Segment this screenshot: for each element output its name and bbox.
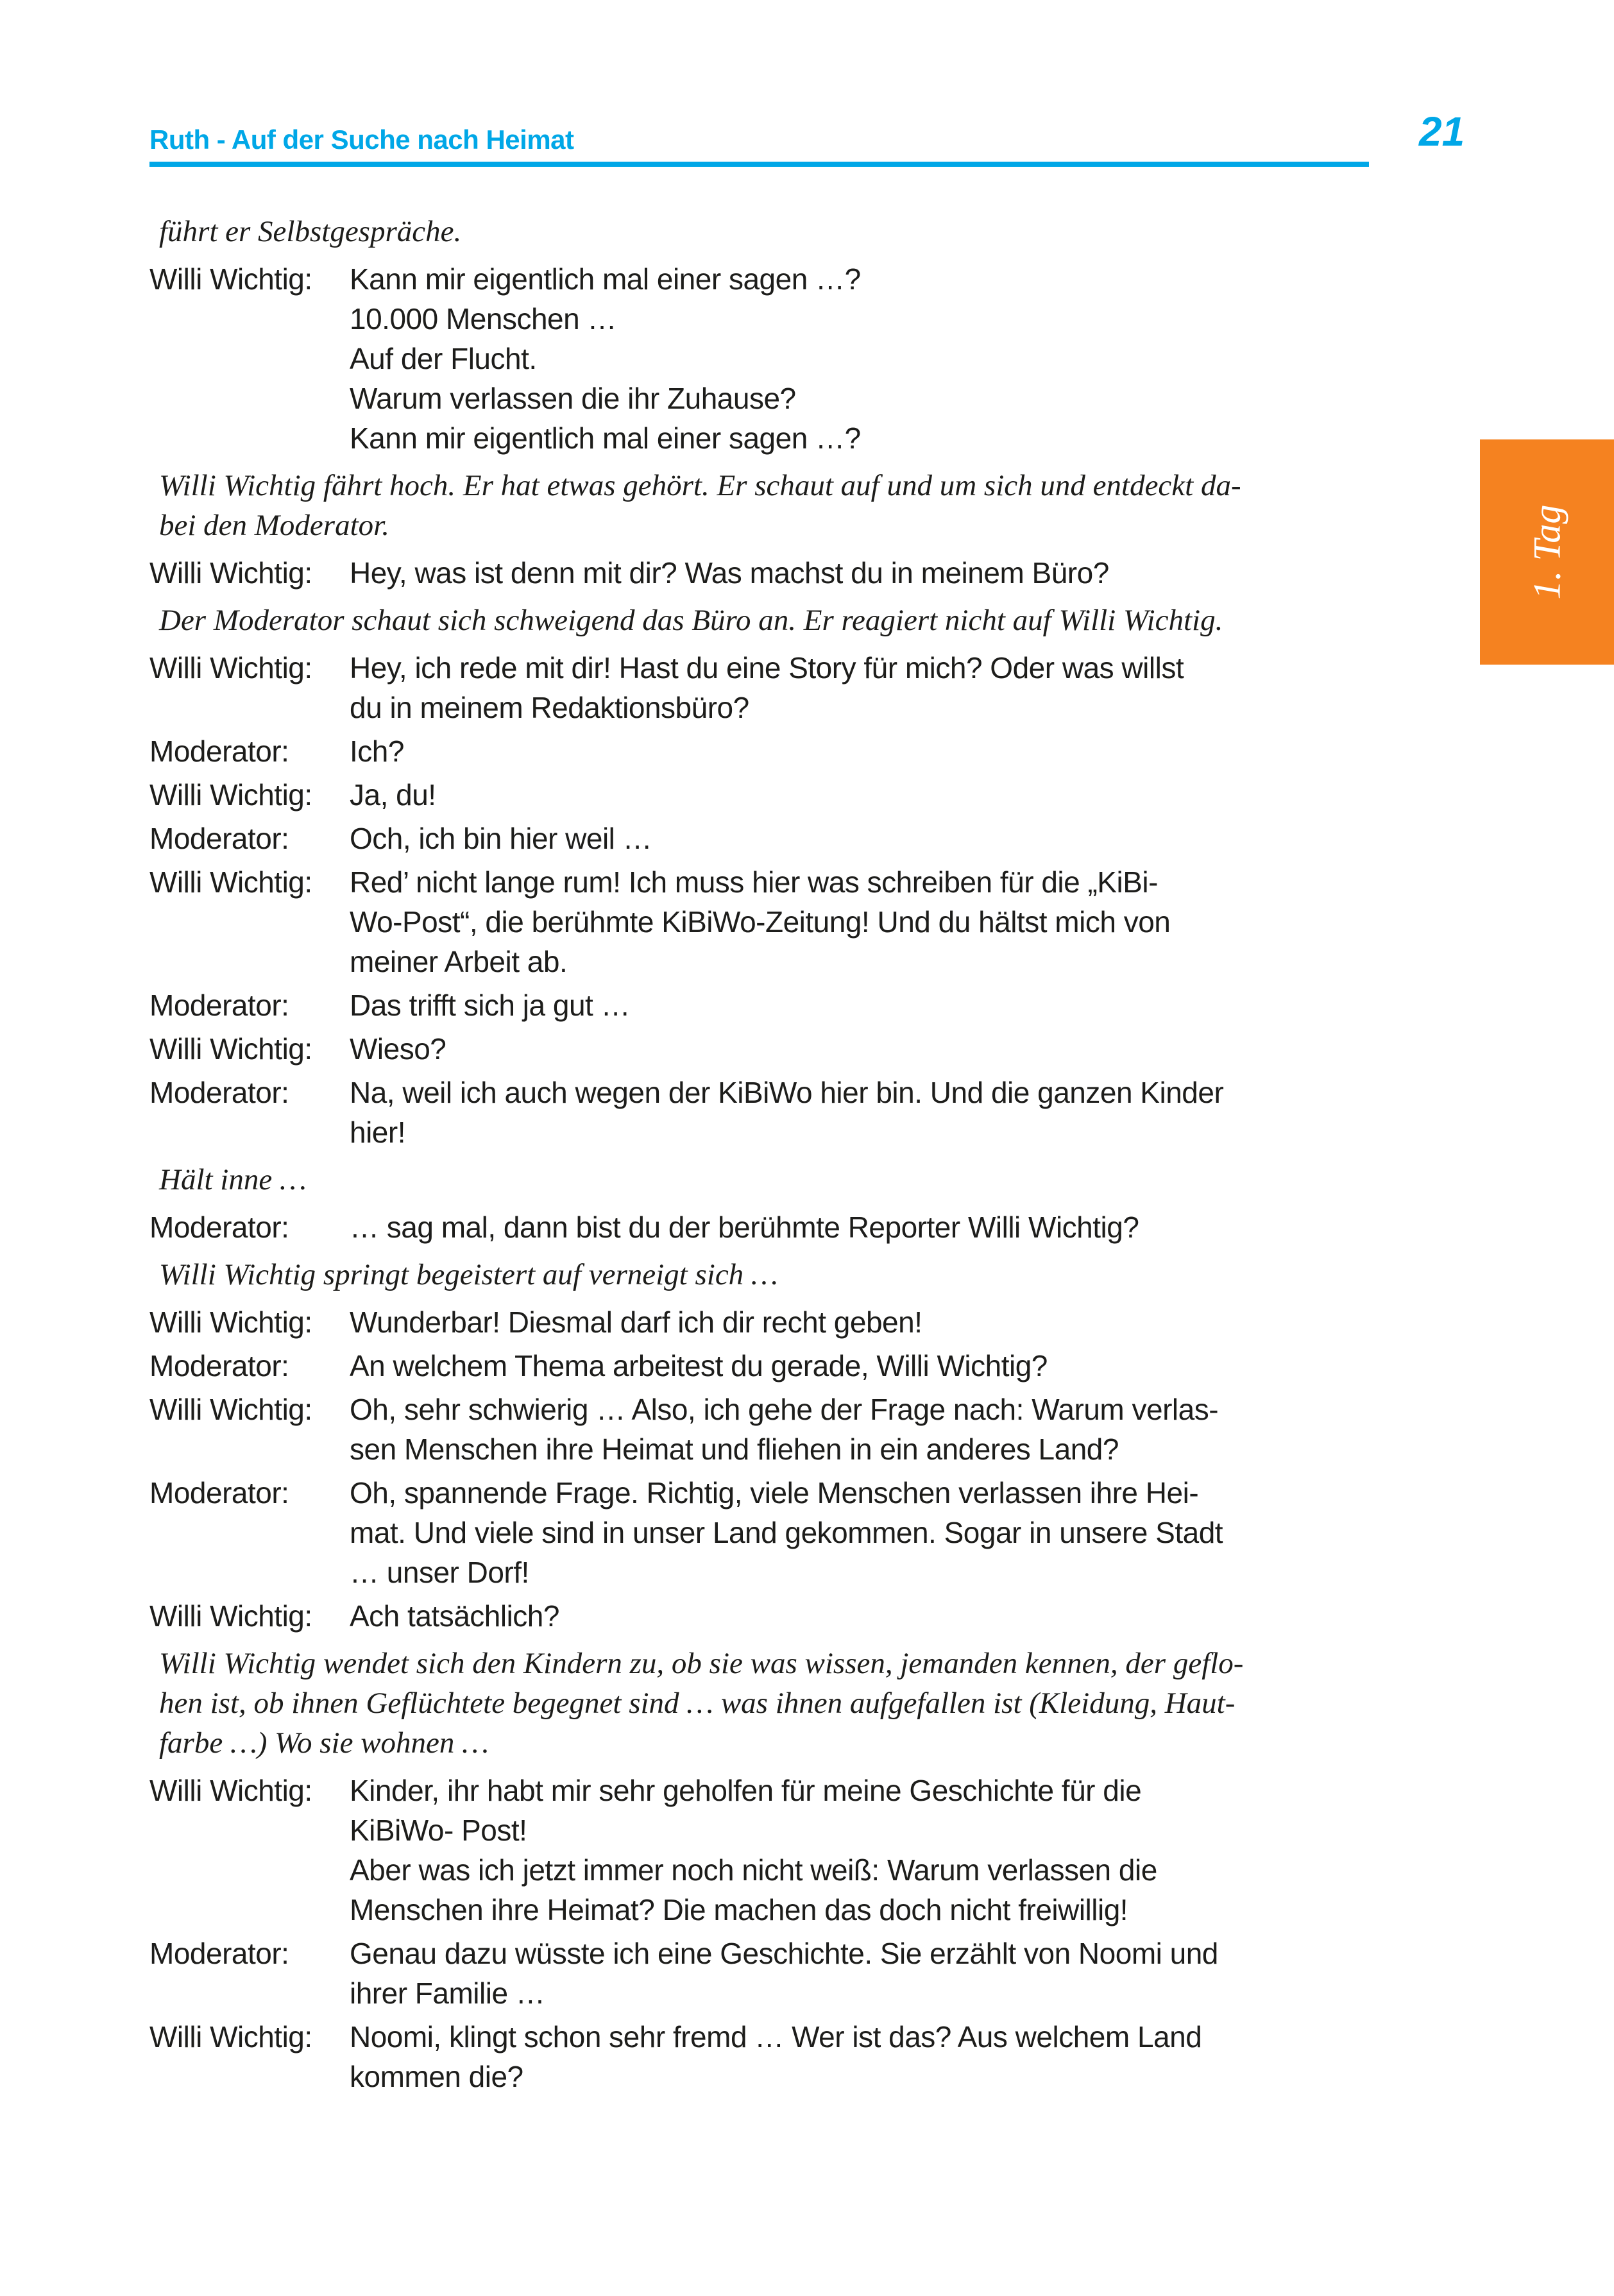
dialogue-line: Och, ich bin hier weil … xyxy=(350,822,652,855)
page-header-title: Ruth - Auf der Suche nach Heimat xyxy=(149,124,574,155)
stage-direction-line: Willi Wichtig wendet sich den Kindern zu, ob sie was wissen, jemanden kennen, der geflo- xyxy=(159,1647,1244,1680)
dialogue-entry xyxy=(149,1596,1369,1636)
dialogue-text xyxy=(350,1207,1369,1247)
speaker-name: Willi Wichtig: xyxy=(149,1032,312,1066)
dialogue-text xyxy=(350,1073,1369,1152)
stage-direction-line: Willi Wichtig springt begeistert auf verneigt sich … xyxy=(159,1258,778,1291)
dialogue-entry xyxy=(149,1390,1369,1469)
dialogue-line: Wieso? xyxy=(350,1032,446,1066)
dialogue-line: mat. Und viele sind in unser Land gekommen. Sogar in unsere Stadt xyxy=(350,1516,1223,1549)
dialogue-entry xyxy=(149,553,1369,593)
dialogue-line: Na, weil ich auch wegen der KiBiWo hier bin. Und die ganzen Kinder xyxy=(350,1076,1224,1109)
speaker-name: Willi Wichtig: xyxy=(149,1599,312,1633)
dialogue-text xyxy=(350,1473,1369,1592)
dialogue-text xyxy=(350,2017,1369,2096)
dialogue-line: Das trifft sich ja gut … xyxy=(350,989,631,1022)
speaker-name: Willi Wichtig: xyxy=(149,651,312,685)
header-rule xyxy=(149,162,1369,167)
dialogue-text xyxy=(350,862,1369,982)
dialogue-entry xyxy=(149,1473,1369,1592)
dialogue-entry xyxy=(149,1302,1369,1342)
dialogue-line: KiBiWo- Post! xyxy=(350,1814,527,1847)
dialogue-text xyxy=(350,775,1369,815)
dialogue-entry xyxy=(149,862,1369,982)
speaker-name: Moderator: xyxy=(149,1211,289,1244)
speaker-name: Moderator: xyxy=(149,989,289,1022)
dialogue-line: kommen die? xyxy=(350,2060,523,2093)
dialogue-entry xyxy=(149,1207,1369,1247)
stage-direction-line: farbe …) Wo sie wohnen … xyxy=(159,1726,489,1760)
dialogue-text xyxy=(350,1771,1369,1930)
dialogue-line: Kinder, ihr habt mir sehr geholfen für meine Geschichte für die xyxy=(350,1774,1142,1807)
dialogue-line: Oh, spannende Frage. Richtig, viele Menschen verlassen ihre Hei- xyxy=(350,1476,1199,1509)
speaker-name: Willi Wichtig: xyxy=(149,1393,312,1426)
dialogue-line: du in meinem Redaktionsbüro? xyxy=(350,691,749,724)
dialogue-entry xyxy=(149,1029,1369,1069)
stage-direction xyxy=(159,1255,1369,1295)
dialogue-line: … sag mal, dann bist du der berühmte Reporter Willi Wichtig? xyxy=(350,1211,1139,1244)
dialogue-line: Ja, du! xyxy=(350,778,436,812)
stage-direction xyxy=(159,1160,1369,1200)
speaker-name: Moderator: xyxy=(149,1937,289,1970)
speaker-name: Willi Wichtig: xyxy=(149,556,312,590)
speaker-name: Willi Wichtig: xyxy=(149,778,312,812)
dialogue-line: Hey, was ist denn mit dir? Was machst du in meinem Büro? xyxy=(350,556,1109,590)
dialogue-line: ihrer Familie … xyxy=(350,1977,545,2010)
dialogue-line: Wo-Post“, die berühmte KiBiWo-Zeitung! Und du hältst mich von xyxy=(350,905,1171,939)
stage-direction-line: Der Moderator schaut sich schweigend das Büro an. Er reagiert nicht auf Willi Wichtig. xyxy=(159,604,1223,637)
speaker-name: Willi Wichtig: xyxy=(149,1305,312,1339)
dialogue-line: Noomi, klingt schon sehr fremd … Wer ist das? Aus welchem Land xyxy=(350,2020,1202,2054)
dialogue-line: Oh, sehr schwierig … Also, ich gehe der Frage nach: Warum verlas- xyxy=(350,1393,1219,1426)
dialogue-line: An welchem Thema arbeitest du gerade, Willi Wichtig? xyxy=(350,1349,1048,1382)
dialogue-line: Hey, ich rede mit dir! Hast du eine Story für mich? Oder was willst xyxy=(350,651,1184,685)
dialogue-line: Aber was ich jetzt immer noch nicht weiß: Warum verlassen die xyxy=(350,1853,1157,1887)
dialogue-line: Kann mir eigentlich mal einer sagen …? xyxy=(350,421,861,455)
dialogue-entry xyxy=(149,985,1369,1025)
stage-direction-line: bei den Moderator. xyxy=(159,509,389,542)
dialogue-line: Genau dazu wüsste ich eine Geschichte. Sie erzählt von Noomi und xyxy=(350,1937,1218,1970)
dialogue-line: hier! xyxy=(350,1116,405,1149)
dialogue-text xyxy=(350,731,1369,771)
speaker-name: Moderator: xyxy=(149,1476,289,1509)
speaker-name: Moderator: xyxy=(149,1076,289,1109)
dialogue-entry xyxy=(149,1934,1369,2013)
dialogue-entry xyxy=(149,1073,1369,1152)
dialogue-line: Warum verlassen die ihr Zuhause? xyxy=(350,382,796,415)
dialogue-text xyxy=(350,1302,1369,1342)
day-tab-label: 1. Tag xyxy=(1525,504,1568,600)
speaker-name: Moderator: xyxy=(149,1349,289,1382)
dialogue-entry xyxy=(149,259,1369,458)
speaker-name: Willi Wichtig: xyxy=(149,1774,312,1807)
dialogue-entry xyxy=(149,731,1369,771)
dialogue-line: … unser Dorf! xyxy=(350,1556,529,1589)
dialogue-entry xyxy=(149,819,1369,858)
stage-direction-line: hen ist, ob ihnen Geflüchtete begegnet sind … was ihnen aufgefallen ist (Kleidung, Haut- xyxy=(159,1687,1236,1720)
dialogue-entry xyxy=(149,775,1369,815)
stage-direction xyxy=(159,600,1369,640)
stage-direction-line: führt er Selbstgespräche. xyxy=(159,215,462,248)
speaker-name: Willi Wichtig: xyxy=(149,2020,312,2054)
dialogue-text xyxy=(350,1934,1369,2013)
dialogue-text xyxy=(350,985,1369,1025)
dialogue-line: Menschen ihre Heimat? Die machen das doch nicht freiwillig! xyxy=(350,1893,1128,1926)
dialogue-text xyxy=(350,1596,1369,1636)
stage-direction-line: Hält inne … xyxy=(159,1163,307,1196)
dialogue-line: sen Menschen ihre Heimat und fliehen in ein anderes Land? xyxy=(350,1433,1119,1466)
dialogue-line: 10.000 Menschen … xyxy=(350,302,616,336)
script-area xyxy=(149,212,1369,2096)
dialogue-entry xyxy=(149,2017,1369,2096)
dialogue-text xyxy=(350,648,1369,727)
dialogue-text xyxy=(350,1029,1369,1069)
dialogue-line: Auf der Flucht. xyxy=(350,342,537,375)
dialogue-entry xyxy=(149,648,1369,727)
dialogue-line: Ich? xyxy=(350,735,404,768)
dialogue-text xyxy=(350,553,1369,593)
stage-direction-line: Willi Wichtig fährt hoch. Er hat etwas gehört. Er schaut auf und um sich und entdeckt da- xyxy=(159,469,1241,502)
speaker-name: Moderator: xyxy=(149,822,289,855)
speaker-name: Willi Wichtig: xyxy=(149,262,312,296)
dialogue-line: Kann mir eigentlich mal einer sagen …? xyxy=(350,262,861,296)
dialogue-text xyxy=(350,1390,1369,1469)
dialogue-entry xyxy=(149,1346,1369,1386)
dialogue-entry xyxy=(149,1771,1369,1930)
stage-direction xyxy=(159,212,1369,251)
day-tab xyxy=(1480,439,1614,665)
dialogue-text xyxy=(350,1346,1369,1386)
dialogue-line: Wunderbar! Diesmal darf ich dir recht geben! xyxy=(350,1305,922,1339)
dialogue-text xyxy=(350,819,1369,858)
speaker-name: Willi Wichtig: xyxy=(149,865,312,899)
dialogue-line: Ach tatsächlich? xyxy=(350,1599,559,1633)
dialogue-line: Red’ nicht lange rum! Ich muss hier was schreiben für die „KiBi- xyxy=(350,865,1158,899)
stage-direction xyxy=(159,466,1369,545)
page-number: 21 xyxy=(1419,108,1465,155)
dialogue-line: meiner Arbeit ab. xyxy=(350,945,568,978)
stage-direction xyxy=(159,1644,1369,1763)
dialogue-text xyxy=(350,259,1369,458)
speaker-name: Moderator: xyxy=(149,735,289,768)
